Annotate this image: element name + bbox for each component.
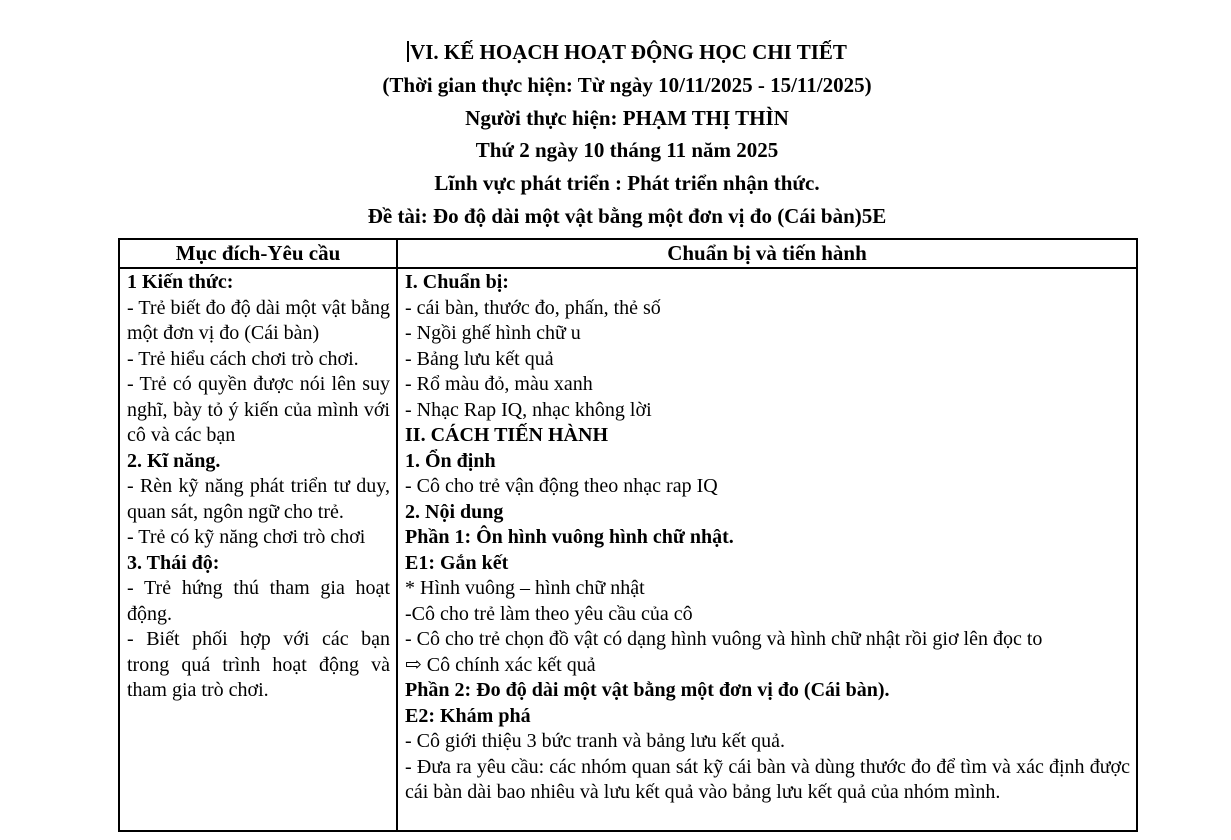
- preparation-paragraph: I. Chuẩn bị:: [405, 271, 509, 293]
- preparation-paragraph: - Cô giới thiệu 3 bức tranh và bảng lưu kết quả.: [405, 730, 785, 752]
- objectives-paragraph: 3. Thái độ:: [127, 551, 220, 574]
- preparation-paragraph: - cái bàn, thước đo, phấn, thẻ số: [405, 296, 661, 319]
- doc-domain-line: Lĩnh vực phát triển : Phát triển nhận thức.: [434, 171, 820, 196]
- preparation-paragraph: Phần 1: Ôn hình vuông hình chữ nhật.: [405, 526, 734, 548]
- doc-title: [118, 36, 1136, 69]
- doc-teacher-line: Người thực hiện: PHẠM THỊ THÌN: [465, 105, 789, 130]
- objectives-paragraphs: [127, 270, 390, 704]
- objectives-paragraph: - Trẻ có kỹ năng chơi trò chơi: [127, 526, 366, 548]
- objectives-cell: [119, 268, 397, 831]
- objectives-paragraph: - Biết phối hợp với các bạn trong quá trình hoạt động và tham gia trò chơi.: [127, 628, 390, 701]
- objectives-paragraph: - Trẻ có quyền được nói lên suy nghĩ, bày tỏ ý kiến của mình với cô và các bạn: [127, 373, 390, 446]
- table-body-row: [119, 268, 1137, 831]
- preparation-paragraph: -Cô cho trẻ làm theo yêu cầu của cô: [405, 602, 693, 625]
- objectives-paragraph: 1 Kiến thức:: [127, 271, 234, 293]
- preparation-paragraph: - Cô cho trẻ vận động theo nhạc rap IQ: [405, 475, 718, 497]
- preparation-paragraph: - Cô cho trẻ chọn đồ vật có dạng hình vuông và hình chữ nhật rồi giơ lên đọc to: [405, 628, 1043, 650]
- doc-duration-line: (Thời gian thực hiện: Từ ngày 10/11/2025 - 15/11/2025): [382, 72, 872, 97]
- doc-topic-line: Đề tài: Đo độ dài một vật bằng một đơn vị đo (Cái bàn)5E: [367, 203, 887, 228]
- objectives-paragraph: - Rèn kỹ năng phát triển tư duy, quan sát, ngôn ngữ cho trẻ.: [127, 475, 390, 523]
- text-cursor-caret: [407, 41, 409, 62]
- doc-date-line: Thứ 2 ngày 10 tháng 11 năm 2025: [475, 138, 779, 163]
- doc-title-text: VI. KẾ HOẠCH HOẠT ĐỘNG HỌC CHI TIẾT: [410, 40, 847, 64]
- document-page: [118, 0, 1136, 840]
- preparation-paragraph: 1. Ổn định: [405, 449, 496, 472]
- preparation-cell: [397, 268, 1137, 831]
- objectives-paragraph: - Trẻ biết đo độ dài một vật bằng một đơn vị đo (Cái bàn): [127, 296, 390, 344]
- objectives-paragraph: - Trẻ hứng thú tham gia hoạt động.: [127, 577, 390, 625]
- preparation-paragraph: II. CÁCH TIẾN HÀNH: [405, 424, 608, 446]
- preparation-paragraph: ⇨ Cô chính xác kết quả: [405, 653, 596, 676]
- objectives-paragraph: - Trẻ hiểu cách chơi trò chơi.: [127, 347, 359, 370]
- table-header-row: [119, 239, 1137, 268]
- col-header-objectives: Mục đích-Yêu cầu: [119, 239, 397, 268]
- preparation-paragraph: Phần 2: Đo độ dài một vật bằng một đơn vị đo (Cái bàn).: [405, 679, 890, 701]
- document-headings: [118, 36, 1136, 233]
- preparation-paragraph: - Ngồi ghế hình chữ u: [405, 322, 581, 344]
- preparation-paragraph: - Nhạc Rap IQ, nhạc không lời: [405, 398, 652, 421]
- lesson-plan-table: [118, 238, 1138, 832]
- preparation-paragraph: - Rổ màu đỏ, màu xanh: [405, 373, 593, 395]
- preparation-paragraph: E2: Khám phá: [405, 704, 531, 727]
- col-header-preparation: Chuẩn bị và tiến hành: [397, 239, 1137, 268]
- preparation-paragraphs: [405, 270, 1130, 806]
- objectives-paragraph: 2. Kĩ năng.: [127, 449, 221, 472]
- preparation-paragraph: 2. Nội dung: [405, 500, 504, 523]
- preparation-paragraph: E1: Gắn kết: [405, 551, 509, 574]
- preparation-paragraph: * Hình vuông – hình chữ nhật: [405, 577, 645, 599]
- preparation-paragraph: - Bảng lưu kết quả: [405, 347, 554, 370]
- preparation-paragraph: - Đưa ra yêu cầu: các nhóm quan sát kỹ cái bàn và dùng thước đo để tìm và xác định được cái bàn dài bao nhiêu và lưu kết quả vào bảng lưu kết quả của nhóm mình.: [405, 755, 1130, 803]
